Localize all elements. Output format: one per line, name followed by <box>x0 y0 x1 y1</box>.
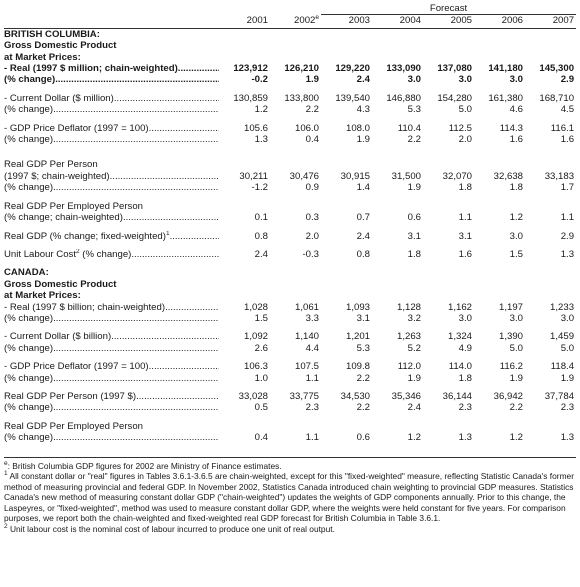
row-label: - Real (1997 $ billion; chain-weighted) <box>4 301 166 313</box>
value-cell: 1,390 <box>498 331 523 343</box>
value-cell: 1,128 <box>396 301 421 313</box>
value-cell: 116.2 <box>499 361 523 373</box>
value-cell: 1.8 <box>509 182 523 194</box>
value-cell: 1.2 <box>509 432 523 444</box>
value-cell: 36,942 <box>493 390 523 402</box>
bc-person-heading-row <box>4 159 576 170</box>
value-cell: 0.9 <box>305 182 319 194</box>
canada-market-heading-row <box>4 290 576 301</box>
value-cell: 1.7 <box>560 182 575 194</box>
value-cell: 0.6 <box>407 212 421 224</box>
value-cell: 3.0 <box>458 312 472 324</box>
value-cell: 139,540 <box>335 92 370 104</box>
value-cell: 106.0 <box>294 122 319 134</box>
bc-real-pct-row <box>4 74 576 85</box>
year-2004: 2004 <box>372 15 423 28</box>
value-cell: 1.6 <box>509 134 523 146</box>
footnote-marker: 2 <box>76 248 80 255</box>
value-cell: 1.1 <box>305 372 319 384</box>
canada-current-pct-row <box>4 343 576 354</box>
value-cell: 0.6 <box>356 432 370 444</box>
row-label: Real GDP Per Employed Person <box>4 420 143 432</box>
value-cell: -1.2 <box>251 182 268 194</box>
canada-current-row <box>4 331 576 342</box>
value-cell: 3.1 <box>407 230 421 242</box>
value-cell: 154,280 <box>437 92 472 104</box>
value-cell: 133,090 <box>386 63 421 75</box>
value-cell: 1.8 <box>458 372 472 384</box>
value-cell: 0.7 <box>356 212 370 224</box>
forecast-header-row <box>4 3 576 15</box>
value-cell: 4.5 <box>560 104 575 116</box>
value-cell: 2.4 <box>356 230 370 242</box>
row-label: - GDP Price Deflator (1997 = 100) <box>4 122 149 134</box>
canada-employed-heading-row <box>4 421 576 432</box>
value-cell: 112.5 <box>448 122 472 134</box>
value-cell: 110.4 <box>397 122 421 134</box>
value-cell: 2.2 <box>356 402 370 414</box>
value-cell: 4.3 <box>356 104 370 116</box>
bc-market-heading: at Market Prices: <box>4 51 81 63</box>
value-cell: 1.1 <box>305 432 319 444</box>
row-label: Real GDP Per Employed Person <box>4 200 143 212</box>
year-2001: 2001 <box>219 15 270 28</box>
row-label: Unit Labour Cost$^2$ (% change) <box>4 248 132 260</box>
value-cell: 1.9 <box>305 74 319 86</box>
value-cell: 2.0 <box>305 230 319 242</box>
value-cell: 0.1 <box>254 212 268 224</box>
value-cell: 32,638 <box>493 170 523 182</box>
year-2006: 2006 <box>474 15 525 28</box>
value-cell: 3.0 <box>407 74 421 86</box>
value-cell: 1.9 <box>407 182 421 194</box>
value-cell: 129,220 <box>335 63 370 75</box>
value-cell: 5.0 <box>560 342 575 354</box>
value-cell: 1,092 <box>243 331 268 343</box>
value-cell: 5.3 <box>407 104 421 116</box>
value-cell: 1.8 <box>458 182 472 194</box>
value-cell: 118.4 <box>550 361 575 373</box>
value-cell: 126,210 <box>284 63 319 75</box>
value-cell: 141,180 <box>488 63 523 75</box>
bc-fixed-row <box>4 231 576 242</box>
value-cell: 145,300 <box>539 63 575 75</box>
value-cell: 1.5 <box>509 248 523 260</box>
year-2005: 2005 <box>423 15 474 28</box>
canada-real-pct-row <box>4 313 576 324</box>
value-cell: 3.3 <box>305 312 319 324</box>
row-label: (% change) <box>4 104 54 116</box>
value-cell: 4.9 <box>458 342 472 354</box>
value-cell: 1,233 <box>550 301 575 313</box>
value-cell: 3.0 <box>458 74 472 86</box>
year-2003: 2003 <box>321 15 372 28</box>
value-cell: 4.6 <box>509 104 523 116</box>
value-cell: 1.9 <box>560 372 575 384</box>
value-cell: 1,093 <box>345 301 370 313</box>
canada-heading: CANADA: <box>4 267 49 279</box>
row-label: (% change; chain-weighted) <box>4 212 123 224</box>
value-cell: 3.0 <box>509 312 523 324</box>
value-cell: 2.4 <box>407 402 421 414</box>
value-cell: 106.3 <box>243 361 268 373</box>
value-cell: 1.6 <box>560 134 575 146</box>
forecast-label: Forecast <box>321 3 576 15</box>
bc-real-row <box>4 63 576 74</box>
value-cell: 4.4 <box>305 342 319 354</box>
bc-gdp-heading-row <box>4 40 576 51</box>
canada-gdp-heading: Gross Domestic Product <box>4 278 117 290</box>
row-label: (1997 $; chain-weighted) <box>4 170 110 182</box>
value-cell: 1.9 <box>509 372 523 384</box>
value-cell: 5.3 <box>356 342 370 354</box>
value-cell: 116.1 <box>550 122 575 134</box>
value-cell: 1.2 <box>509 212 523 224</box>
value-cell: 1,028 <box>243 301 268 313</box>
value-cell: 5.0 <box>458 104 472 116</box>
row-label: Real GDP Per Person <box>4 159 98 171</box>
value-cell: 1,197 <box>498 301 523 313</box>
value-cell: 1.3 <box>560 248 575 260</box>
value-cell: 1,324 <box>447 331 472 343</box>
value-cell: 3.0 <box>509 230 523 242</box>
value-cell: 1,140 <box>294 331 319 343</box>
bc-current-pct-row <box>4 104 576 115</box>
value-cell: 0.4 <box>305 134 319 146</box>
value-cell: 2.2 <box>356 372 370 384</box>
footnote-marker: 1 <box>165 230 170 237</box>
row-label: Real GDP (% change; fixed-weighted)$^1$ <box>4 230 170 242</box>
bc-ulc-row <box>4 249 576 260</box>
bc-heading-row <box>4 28 576 40</box>
value-cell: 1,459 <box>550 331 575 343</box>
bc-person-row <box>4 171 576 182</box>
value-cell: 1.3 <box>254 134 268 146</box>
bc-employed-pct-row <box>4 212 576 223</box>
bc-heading: BRITISH COLUMBIA: <box>4 28 100 40</box>
value-cell: 2.4 <box>254 248 268 260</box>
value-cell: 5.0 <box>509 342 523 354</box>
value-cell: 1.8 <box>407 248 421 260</box>
row-label: Real GDP Per Person (1997 $) <box>4 390 137 402</box>
value-cell: 2.3 <box>560 402 575 414</box>
value-cell: 3.0 <box>560 312 575 324</box>
canada-employed-pct-row <box>4 432 576 443</box>
value-cell: 1.2 <box>254 104 268 116</box>
row-label: - GDP Price Deflator (1997 = 100) <box>4 361 149 373</box>
bc-market-heading-row <box>4 52 576 63</box>
value-cell: 105.6 <box>243 122 268 134</box>
value-cell: 3.1 <box>356 312 370 324</box>
row-label: (% change) <box>4 134 54 146</box>
value-cell: 2.4 <box>356 74 370 86</box>
gdp-table <box>4 3 576 444</box>
value-cell: 114.0 <box>448 361 472 373</box>
canada-market-heading: at Market Prices: <box>4 290 81 302</box>
footnote-e: $^e$: British Columbia GDP figures for 2002 are Ministry of Finance estimates. <box>4 459 282 471</box>
row-label: (% change) <box>4 74 56 86</box>
row-label: (% change) <box>4 402 54 414</box>
value-cell: 2.0 <box>458 134 472 146</box>
value-cell: 5.2 <box>407 342 421 354</box>
row-label: (% change) <box>4 372 54 384</box>
value-cell: 1,061 <box>294 301 319 313</box>
value-cell: 1.2 <box>407 432 421 444</box>
value-cell: 1.1 <box>560 212 575 224</box>
value-cell: 1,201 <box>345 331 370 343</box>
value-cell: 1.3 <box>560 432 575 444</box>
value-cell: 1.3 <box>458 432 472 444</box>
year-2007: 2007 <box>525 15 576 28</box>
value-cell: 2.9 <box>560 230 575 242</box>
value-cell: 36,144 <box>442 390 472 402</box>
value-cell: -0.2 <box>251 74 268 86</box>
value-cell: 114.3 <box>499 122 523 134</box>
estimate-marker: e <box>315 14 319 22</box>
value-cell: 0.3 <box>305 212 319 224</box>
value-cell: 146,880 <box>386 92 421 104</box>
value-cell: 0.8 <box>254 230 268 242</box>
value-cell: 31,500 <box>391 170 421 182</box>
bc-deflator-pct-row <box>4 134 576 145</box>
canada-deflator-pct-row <box>4 373 576 384</box>
year-header-row <box>4 15 576 28</box>
row-label: - Current Dollar ($ billion) <box>4 331 112 343</box>
value-cell: 33,028 <box>238 390 268 402</box>
value-cell: 30,211 <box>239 170 268 182</box>
value-cell: 1.4 <box>356 182 370 194</box>
value-cell: 107.5 <box>294 361 319 373</box>
value-cell: 33,183 <box>544 170 575 182</box>
bc-person-pct-row <box>4 182 576 193</box>
bc-current-row <box>4 93 576 104</box>
value-cell: 1.1 <box>458 212 472 224</box>
value-cell: 108.0 <box>345 122 370 134</box>
value-cell: 3.0 <box>509 74 523 86</box>
row-label: - Real (1997 $ million; chain-weighted) <box>4 63 178 75</box>
value-cell: 2.3 <box>305 402 319 414</box>
value-cell: 34,530 <box>340 390 370 402</box>
row-label: (% change) <box>4 432 54 444</box>
value-cell: 1,263 <box>396 331 421 343</box>
value-cell: 2.2 <box>305 104 319 116</box>
value-cell: 1.9 <box>407 372 421 384</box>
value-cell: 33,775 <box>289 390 319 402</box>
footnote-2: $^2$ Unit labour cost is the nominal cost of labour incurred to produce one unit of real output. <box>4 522 335 534</box>
value-cell: 30,915 <box>340 170 370 182</box>
canada-gdp-heading-row <box>4 279 576 290</box>
year-2002: 2002e <box>270 15 321 28</box>
value-cell: 130,859 <box>233 92 268 104</box>
row-label: (% change) <box>4 312 54 324</box>
footnote-1: $^1$ All constant dollar or "real" figures in Tables 3.6.1-3.6.5 are chain-weighted, except for this "fixed-weighted" measure, reflecting Statistic Canada's former method of measuring provincial and federal GDP. In November 2002, Statistics Canada introduced chain weighting to provincial GDP measures. Statistics Canada's new method of measuring constant dollar GDP ("chain-weighted") updates the weights of GDP components annually. Prior to this change, the Laspeyres, or "fixed-weighted", method was used to measure constant dollar GDP, where the weights were held constant for five years. For comparison purposes, we report both the chain-weighted and fixed-weighted real GDP forecast for British Columbia in Table 3.6.1. <box>4 470 574 524</box>
value-cell: 133,800 <box>284 92 319 104</box>
value-cell: 2.2 <box>407 134 421 146</box>
canada-heading-row <box>4 267 576 278</box>
value-cell: 137,080 <box>437 63 472 75</box>
value-cell: 35,346 <box>391 390 421 402</box>
bc-employed-heading-row <box>4 201 576 212</box>
value-cell: 168,710 <box>539 92 575 104</box>
bc-deflator-row <box>4 123 576 134</box>
row-label: (% change) <box>4 342 54 354</box>
value-cell: 3.1 <box>458 230 472 242</box>
row-label: - Current Dollar ($ million) <box>4 92 114 104</box>
value-cell: 2.6 <box>254 342 268 354</box>
value-cell: 1.6 <box>458 248 472 260</box>
value-cell: 123,912 <box>233 63 268 75</box>
canada-real-row <box>4 302 576 313</box>
value-cell: 0.8 <box>356 248 370 260</box>
value-cell: 30,476 <box>289 170 319 182</box>
canada-person-pct-row <box>4 402 576 413</box>
value-cell: 161,380 <box>488 92 523 104</box>
value-cell: 112.0 <box>397 361 421 373</box>
value-cell: 2.3 <box>458 402 472 414</box>
value-cell: 1.5 <box>254 312 268 324</box>
value-cell: 32,070 <box>442 170 472 182</box>
canada-deflator-row <box>4 361 576 372</box>
value-cell: 3.2 <box>407 312 421 324</box>
value-cell: 37,784 <box>544 390 575 402</box>
value-cell: 2.9 <box>560 74 575 86</box>
value-cell: 1.9 <box>356 134 370 146</box>
footnotes <box>4 457 576 535</box>
bc-gdp-heading: Gross Domestic Product <box>4 40 117 52</box>
value-cell: 1,162 <box>447 301 472 313</box>
value-cell: 109.8 <box>345 361 370 373</box>
value-cell: 0.5 <box>254 402 268 414</box>
row-label: (% change) <box>4 182 54 194</box>
value-cell: -0.3 <box>302 248 319 260</box>
canada-person-row <box>4 391 576 402</box>
value-cell: 0.4 <box>254 432 268 444</box>
value-cell: 1.0 <box>254 372 268 384</box>
value-cell: 2.2 <box>509 402 523 414</box>
